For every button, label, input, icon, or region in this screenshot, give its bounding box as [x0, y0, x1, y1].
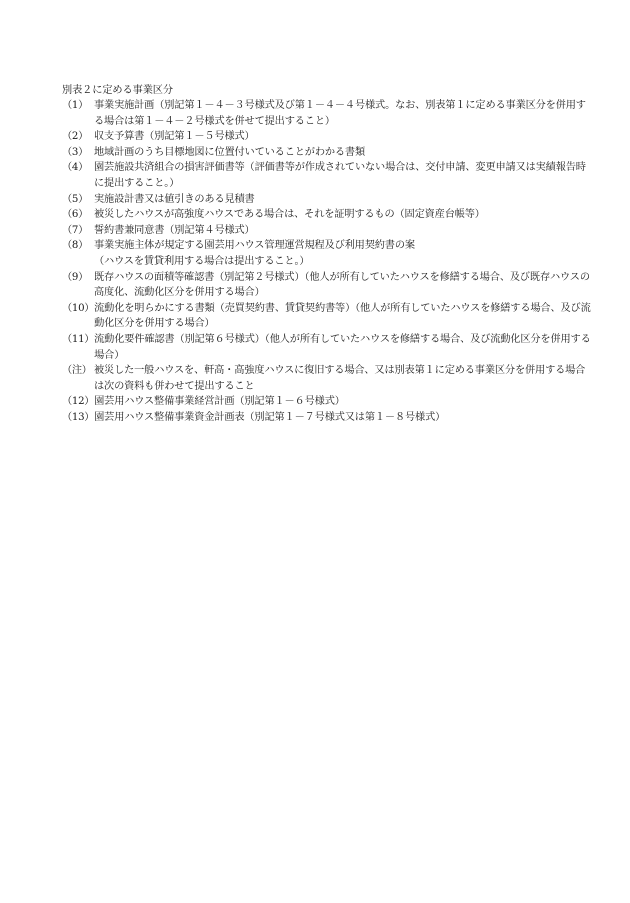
item-text: 園芸用ハウス整備事業経営計画（別記第１－６号様式） — [94, 396, 345, 408]
item-text: 被災した一般ハウスを、軒高・高強度ハウスに復旧する場合、又は別表第１に定める事業区分を併用する場合は次の資料も併わせて提出すること — [94, 365, 586, 392]
item-text: 実施設計書又は値引きのある見積書 — [94, 193, 255, 205]
item-text: 流動化を明らかにする書類（売買契約書、賃貸契約書等）（他人が所有していたハウスを修繕する場合、及び流動化区分を併用する場合） — [94, 302, 591, 330]
item-number: （2） — [62, 131, 88, 143]
list-item — [62, 410, 592, 426]
list-item — [62, 160, 592, 191]
section-heading: 別表２に定める事業区分 — [62, 85, 173, 96]
item-text: 園芸用ハウス整備事業資金計画表（別記第１－７号様式又は第１－８号様式） — [94, 411, 446, 423]
list-item — [62, 301, 592, 332]
item-number: （10） — [62, 302, 95, 314]
item-note: （ハウスを賃貸利用する場合は提出すること。） — [94, 255, 310, 267]
list-item — [62, 332, 592, 363]
item-number: （6） — [62, 209, 88, 221]
item-number: （1） — [62, 100, 88, 111]
item-text: 地域計画のうち目標地図に位置付いていることがわかる書類 — [94, 146, 366, 158]
list-item — [62, 192, 592, 208]
list-item — [62, 363, 592, 394]
requirements-list — [62, 98, 592, 425]
item-text: 誓約書兼同意書（別記第４号様式） — [94, 224, 255, 236]
list-item — [62, 270, 592, 301]
item-number: （4） — [62, 162, 88, 174]
item-text: 園芸施設共済組合の損害評価書等（評価書等が作成されていない場合は、交付申請、変更申請又は実績報告時に提出すること。） — [94, 162, 586, 189]
item-number: （7） — [62, 224, 88, 236]
item-text: 収支予算書（別記第１－５号様式） — [94, 131, 255, 143]
item-number: （11） — [62, 333, 95, 345]
list-item — [62, 129, 592, 145]
list-item — [62, 98, 592, 129]
item-text: 事業実施主体が規定する園芸用ハウス管理運営規程及び利用契約書の案 — [94, 240, 415, 252]
item-number: （8） — [62, 240, 88, 252]
item-text: 既存ハウスの面積等確認書（別記第２号様式）（他人が所有していたハウスを修繕する場合、及び既存ハウスの高度化、流動化区分を併用する場合） — [94, 271, 590, 299]
item-number: （3） — [62, 146, 88, 158]
list-item — [62, 207, 592, 223]
list-item — [62, 223, 592, 239]
item-number: （9） — [62, 271, 88, 283]
item-text: 事業実施計画（別記第１－４－３号様式及び第１－４－４号様式。なお、別表第１に定める事業区分を併用する場合は第１－４－２号様式を併せて提出すること） — [94, 100, 586, 127]
list-item — [62, 394, 592, 410]
list-item — [62, 238, 592, 254]
item-number: （12） — [62, 396, 95, 408]
item-number: （注） — [62, 365, 92, 377]
item-text: 被災したハウスが高強度ハウスである場合は、それを証明するもの（固定資産台帳等） — [94, 209, 485, 221]
item-text: 流動化要件確認書（別記第６号様式）（他人が所有していたハウスを修繕する場合、及び流動化区分を併用する場合） — [94, 333, 591, 361]
item-number: （5） — [62, 193, 88, 205]
item-number: （13） — [62, 411, 95, 423]
list-item — [62, 145, 592, 161]
